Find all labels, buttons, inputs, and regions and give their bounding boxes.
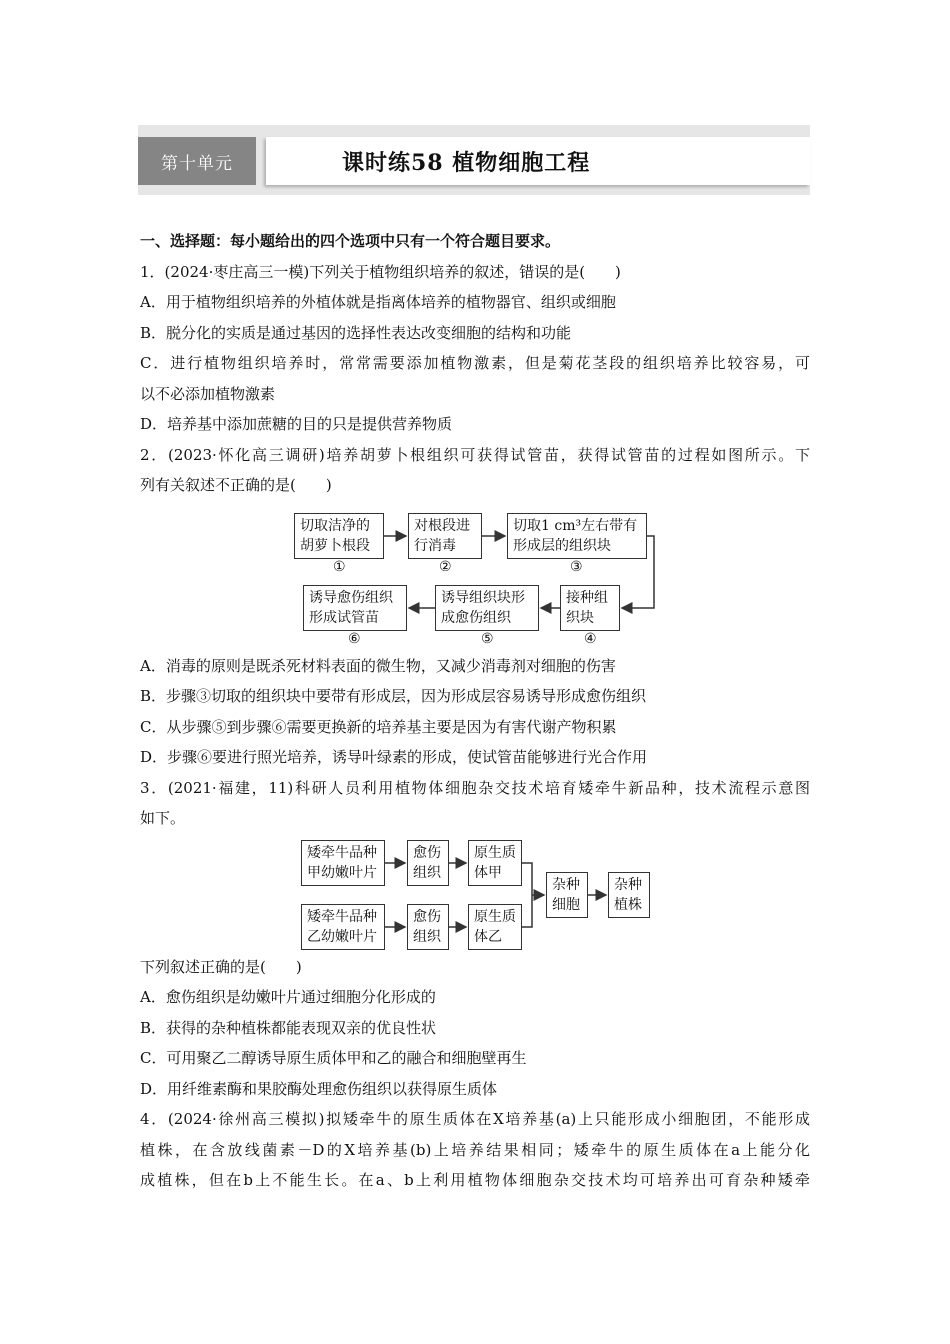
- question-stem-line-1: 4．(2024·徐州高三模拟)拟矮牵牛的原生质体在X培养基(a)上只能形成小细胞团，不能形成: [140, 1110, 810, 1128]
- option-a: A．消毒的原则是既杀死材料表面的微生物，又减少消毒剂对细胞的伤害: [140, 656, 616, 675]
- hybrid-cell-box: 杂种细胞: [546, 872, 588, 918]
- question-3: [140, 773, 810, 1105]
- leaf-b-box: 矮牵牛品种乙幼嫩叶片: [301, 904, 385, 950]
- option-c: C．从步骤⑤到步骤⑥需要更换新的培养基主要是因为有害代谢产物积累: [140, 717, 617, 736]
- step-number-5: ⑤: [481, 630, 494, 647]
- protoplast-fusion-flowchart: [140, 834, 810, 952]
- protoplast-a-box: 原生质体甲: [468, 840, 522, 886]
- option-a: A．愈伤组织是幼嫩叶片通过细胞分化形成的: [140, 988, 436, 1006]
- question-stem-line-2: 列有关叙述不正确的是( ): [140, 476, 332, 494]
- step-number-6: ⑥: [348, 630, 361, 647]
- step-box-4: 接种组织块: [560, 585, 620, 631]
- option-a: A．用于植物组织培养的外植体就是指离体培养的植物器官、组织或细胞: [140, 293, 616, 311]
- option-b: B．脱分化的实质是通过基因的选择性表达改变细胞的结构和功能: [140, 323, 572, 342]
- step-number-4: ④: [584, 630, 597, 647]
- worksheet-content: [140, 226, 810, 1196]
- step-number-2: ②: [439, 558, 452, 575]
- question-stem-line-1: 2．(2023·怀化高三调研)培养胡萝卜根组织可获得试管苗，获得试管苗的过程如图所示。下: [140, 445, 810, 464]
- step-box-6: 诱导愈伤组织形成试管苗: [303, 585, 407, 631]
- question-stem-line-1: 3．(2021·福建，11)科研人员利用植物体细胞杂交技术培育矮牵牛新品种，技术流程示意图: [140, 778, 810, 797]
- option-d: D．用纤维素酶和果胶酶处理愈伤组织以获得原生质体: [140, 1079, 498, 1098]
- question-4: [140, 1104, 810, 1196]
- option-d: D．步骤⑥要进行照光培养，诱导叶绿素的形成，使试管苗能够进行光合作用: [140, 748, 648, 766]
- flowchart-arrows: [140, 501, 810, 651]
- step-box-1: 切取洁净的胡萝卜根段: [294, 513, 384, 559]
- page-title: 课时练58 植物细胞工程: [342, 149, 591, 176]
- title-box: [266, 137, 810, 185]
- question-2: [140, 440, 810, 773]
- unit-tab: 第十单元: [138, 137, 256, 185]
- callus-b-box: 愈伤组织: [407, 904, 449, 950]
- question-stem-line-2: 如下。: [140, 809, 186, 827]
- step-number-3: ③: [570, 558, 583, 575]
- option-b: B．获得的杂种植株都能表现双亲的优良性状: [140, 1018, 437, 1037]
- question-1: [140, 257, 810, 440]
- option-b: B．步骤③切取的组织块中要带有形成层，因为形成层容易诱导形成愈伤组织: [140, 687, 647, 705]
- option-c-line-1: C．进行植物组织培养时，常常需要添加植物激素，但是菊花茎段的组织培养比较容易，可: [140, 354, 810, 372]
- tissue-culture-flowchart: [140, 501, 810, 651]
- protoplast-b-box: 原生质体乙: [468, 904, 522, 950]
- step-box-5: 诱导组织块形成愈伤组织: [435, 585, 539, 631]
- question-stem: 1．(2024·枣庄高三一模)下列关于植物组织培养的叙述，错误的是( ): [140, 262, 621, 281]
- option-c-line-2: 以不必添加植物激素: [140, 384, 276, 403]
- step-box-2: 对根段进行消毒: [408, 513, 482, 559]
- callus-a-box: 愈伤组织: [407, 840, 449, 886]
- leaf-a-box: 矮牵牛品种甲幼嫩叶片: [301, 840, 385, 886]
- question-stem-line-3: 成植株，但在b上不能生长。在a、b上利用植物体细胞杂交技术均可培养出可育杂种矮牵: [140, 1171, 810, 1189]
- section-heading: 一、选择题：每小题给出的四个选项中只有一个符合题目要求。: [140, 232, 561, 250]
- step-box-3: 切取1 cm³左右带有形成层的组织块: [507, 513, 647, 559]
- fusion-flowchart-arrows: [140, 834, 810, 952]
- question-stem-line-2: 植株，在含放线菌素－D的X培养基(b)上培养结果相同；矮牵牛的原生质体在a上能分化: [140, 1140, 810, 1159]
- option-c: C．可用聚乙二醇诱导原生质体甲和乙的融合和细胞壁再生: [140, 1049, 527, 1067]
- step-number-1: ①: [333, 558, 346, 575]
- question-ask: 下列叙述正确的是( ): [140, 957, 302, 976]
- hybrid-plant-box: 杂种植株: [608, 872, 650, 918]
- option-d: D．培养基中添加蔗糖的目的只是提供营养物质: [140, 415, 453, 433]
